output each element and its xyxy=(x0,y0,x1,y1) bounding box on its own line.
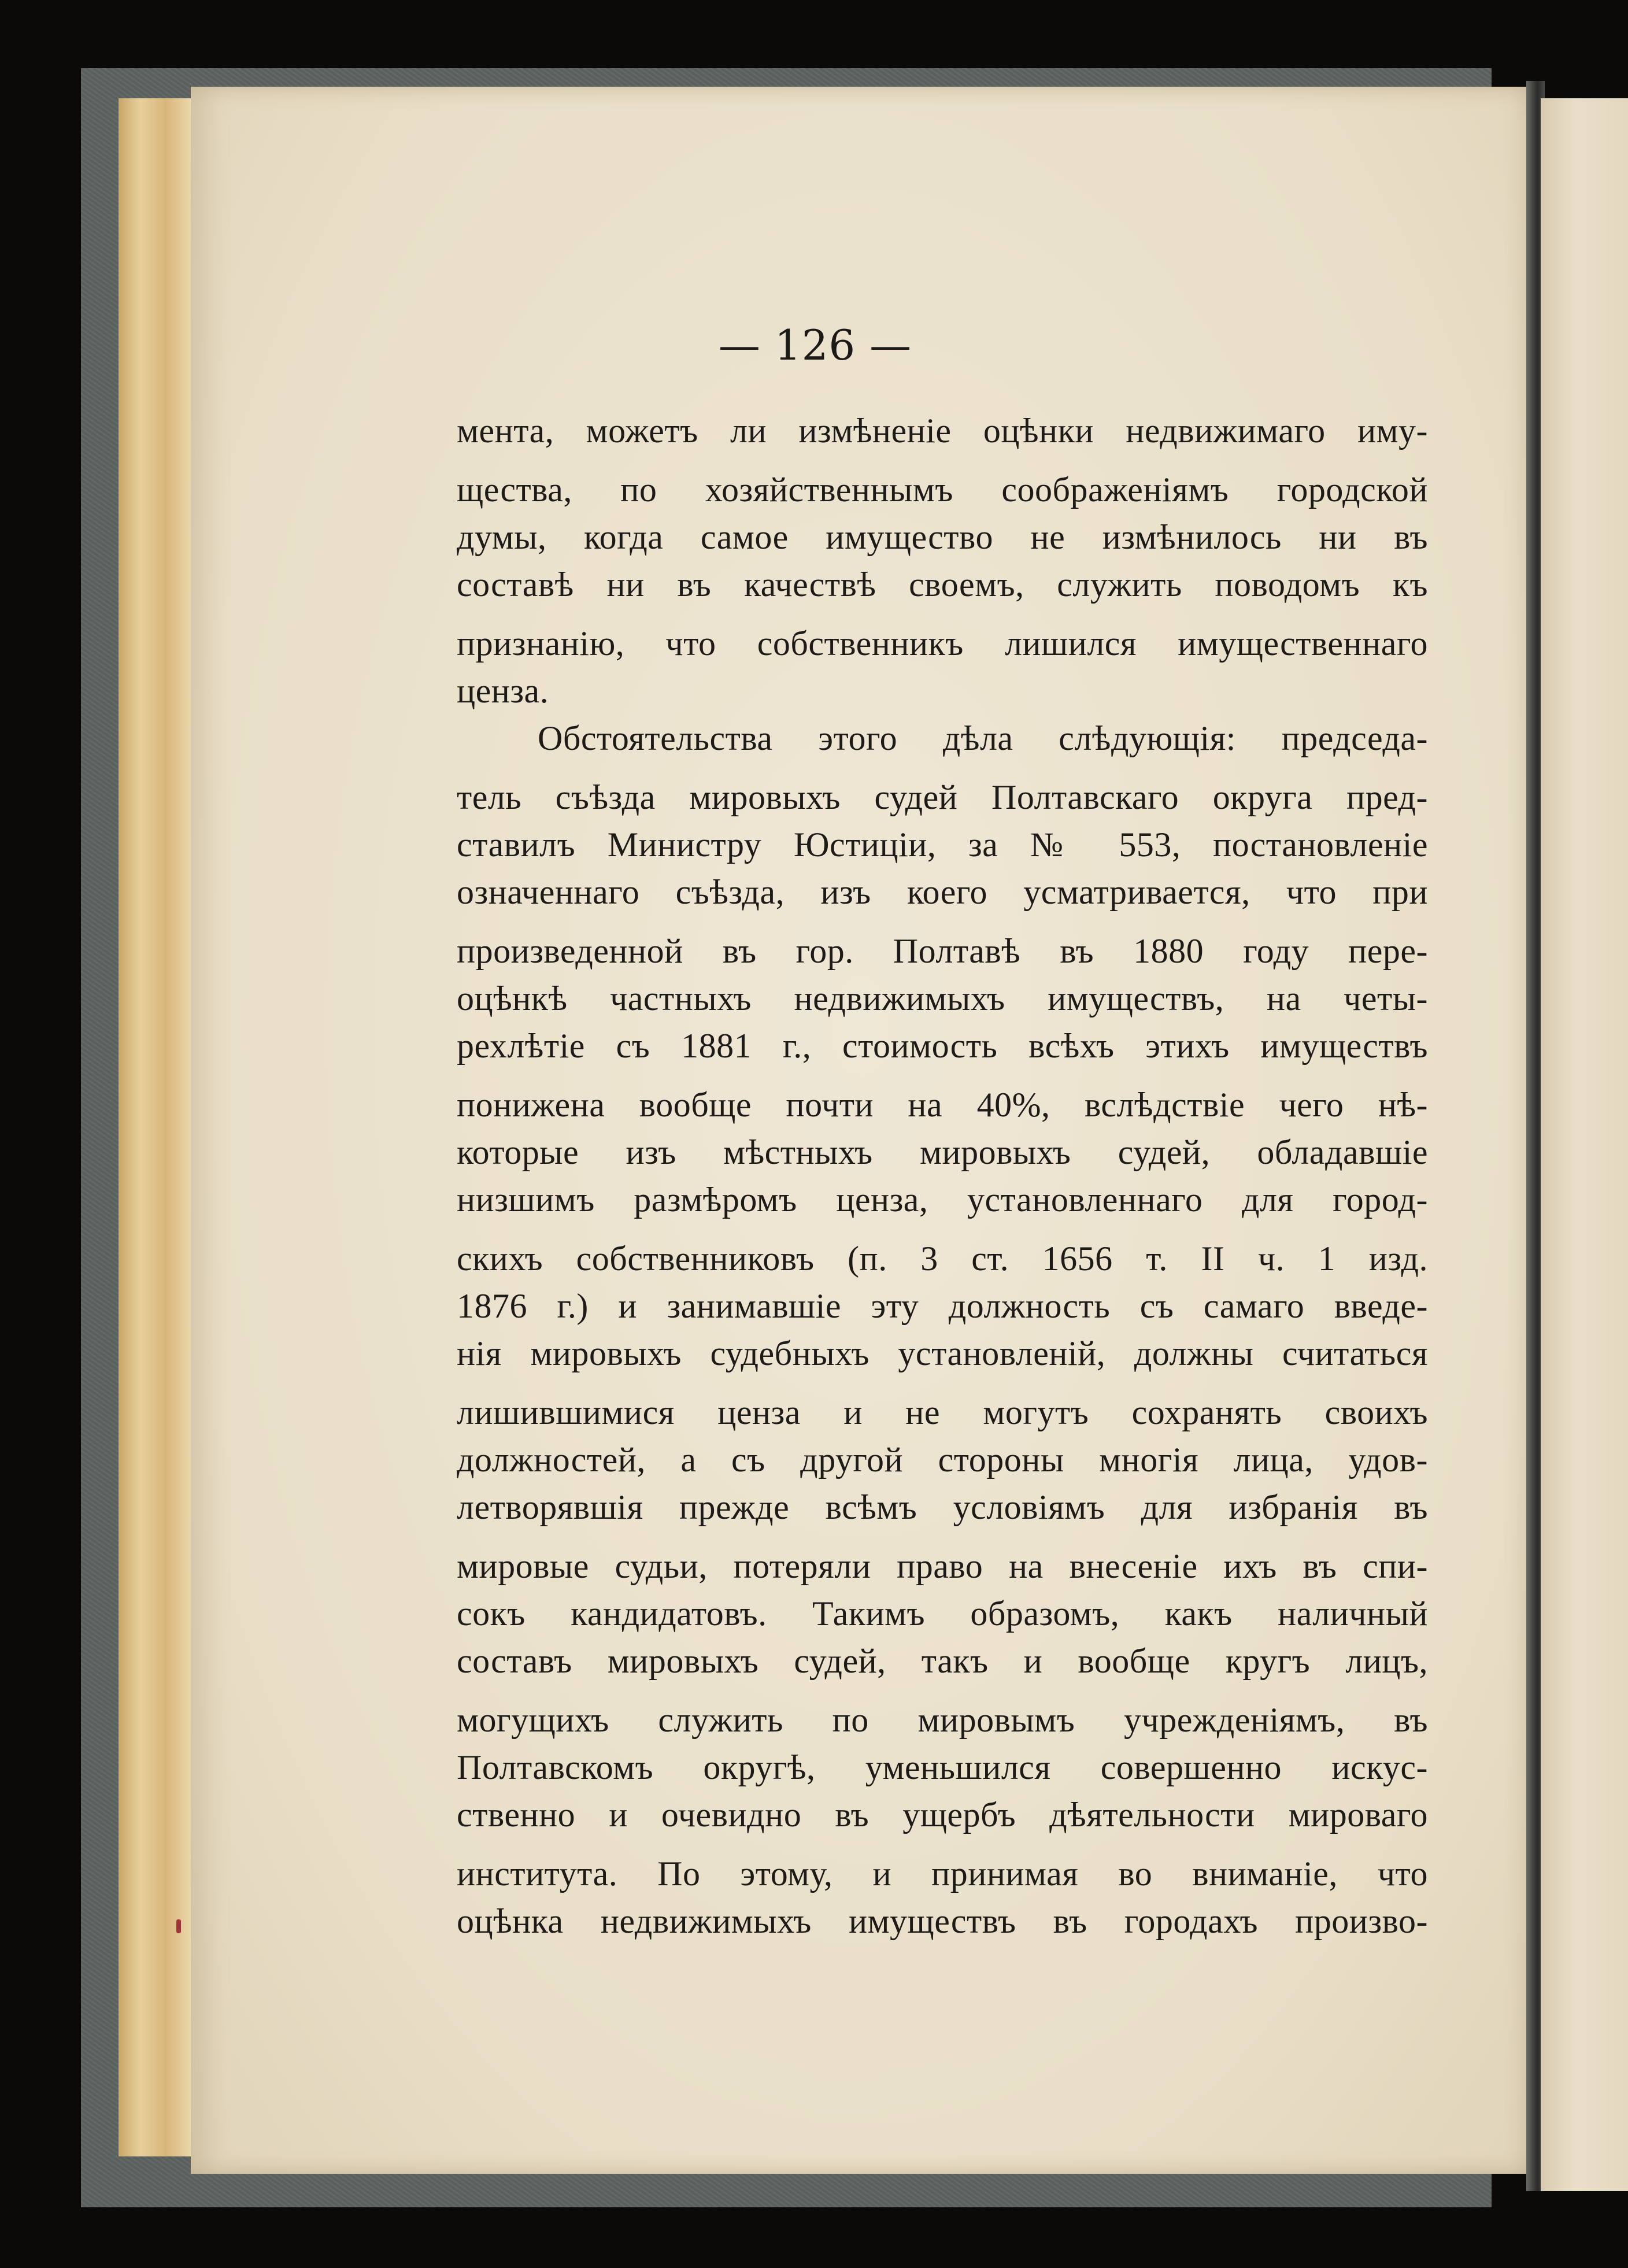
text-line: составѣ ни въ качествѣ своемъ, служить поводомъ къ xyxy=(457,565,1428,604)
text-line: лишившимися ценза и не могутъ сохранять своихъ xyxy=(457,1393,1428,1431)
text-line: низшимъ размѣромъ ценза, установленнаго для город- xyxy=(457,1181,1428,1219)
text-line: думы, когда самое имущество не измѣнилось ни въ xyxy=(457,518,1428,556)
text-line: Полтавскомъ округѣ, уменьшился совершенно искус- xyxy=(457,1748,1428,1786)
text-line: признанію, что собственникъ лишился имущественнаго xyxy=(457,624,1428,663)
text-line: могущихъ служить по мировымъ учрежденіямъ, въ xyxy=(457,1701,1428,1739)
text-line: означеннаго съѣзда, изъ коего усматривается, что при xyxy=(457,873,1428,911)
text-line: рехлѣтіе съ 1881 г., стоимость всѣхъ этихъ имуществъ xyxy=(457,1027,1428,1065)
text-line: летворявшія прежде всѣмъ условіямъ для избранія въ xyxy=(457,1488,1428,1526)
next-page-sliver xyxy=(1541,98,1628,2191)
text-line: ставилъ Министру Юстиціи, за № 553, постановленіе xyxy=(457,826,1428,864)
text-line: которые изъ мѣстныхъ мировыхъ судей, обладавшіе xyxy=(457,1133,1428,1171)
text-line: мента, можетъ ли измѣненіе оцѣнки недвижимаго иму- xyxy=(457,412,1428,450)
text-line: тель съѣзда мировыхъ судей Полтавскаго округа пред- xyxy=(457,778,1428,816)
text-line: 1876 г.) и занимавшіе эту должность съ самаго введе- xyxy=(457,1287,1428,1325)
text-line: щества, по хозяйственнымъ соображеніямъ городской xyxy=(457,471,1428,509)
text-line: должностей, а съ другой стороны многія лица, удов- xyxy=(457,1441,1428,1479)
text-line: понижена вообще почти на 40%, вслѣдствіе чего нѣ- xyxy=(457,1086,1428,1124)
text-line: скихъ собственниковъ (п. 3 ст. 1656 т. II ч. 1 изд. xyxy=(457,1240,1428,1278)
text-line: оцѣнка недвижимыхъ имуществъ въ городахъ произво- xyxy=(457,1902,1428,1940)
ink-mark xyxy=(176,1919,181,1933)
text-line: ственно и очевидно въ ущербъ дѣятельности мироваго xyxy=(457,1796,1428,1834)
text-line: составъ мировыхъ судей, такъ и вообще кругъ лицъ, xyxy=(457,1642,1428,1680)
text-line: произведенной въ гор. Полтавѣ въ 1880 году пере- xyxy=(457,932,1428,970)
text-line: института. По этому, и принимая во вниманіе, что xyxy=(457,1855,1428,1893)
page-number: — 126 — xyxy=(718,321,912,369)
text-line: нія мировыхъ судебныхъ установленій, должны считаться xyxy=(457,1334,1428,1372)
text-line: сокъ кандидатовъ. Такимъ образомъ, какъ наличный xyxy=(457,1594,1428,1633)
text-line: ценза. xyxy=(457,672,549,710)
text-line: Обстоятельства этого дѣла слѣдующія: председа- xyxy=(538,719,1428,757)
text-line: оцѣнкѣ частныхъ недвижимыхъ имуществъ, на четы- xyxy=(457,979,1428,1018)
text-line: мировые судьи, потеряли право на внесеніе ихъ въ спи- xyxy=(457,1547,1428,1585)
